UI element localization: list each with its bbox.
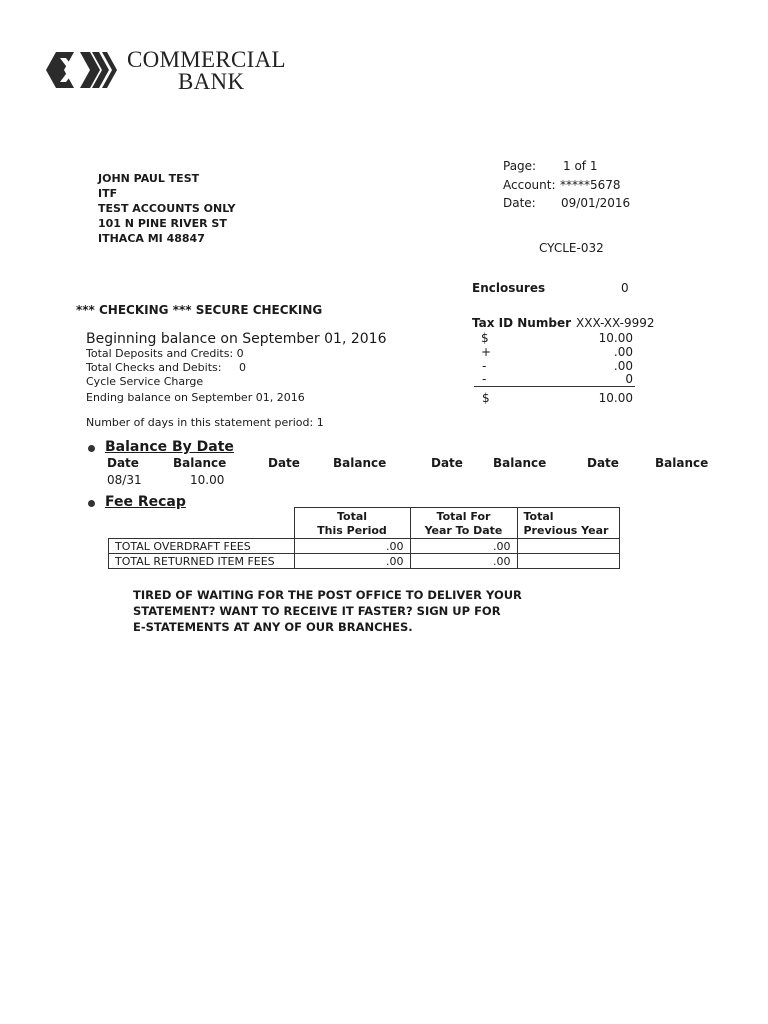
bbd-row-date: 08/31 <box>107 473 142 487</box>
page-value: 1 of 1 <box>563 159 598 173</box>
bullet-icon <box>88 445 95 452</box>
fee-row-prev <box>517 539 619 554</box>
address-line: JOHN PAUL TEST <box>98 172 200 185</box>
enclosures-label: Enclosures <box>472 281 546 295</box>
customer-address <box>98 171 236 246</box>
deposits-sign: + <box>481 345 492 359</box>
cycle-code: CYCLE-032 <box>539 241 604 255</box>
fee-row-label: TOTAL RETURNED ITEM FEES <box>109 554 295 569</box>
bullet-icon <box>88 500 95 507</box>
bank-logo <box>44 50 118 94</box>
fee-row-period: .00 <box>294 554 410 569</box>
message-line: E-STATEMENTS AT ANY OF OUR BRANCHES. <box>133 620 413 634</box>
ending-balance-sign: $ <box>482 391 490 405</box>
fee-header-previous-year: Total Previous Year <box>517 508 619 539</box>
checks-label: Total Checks and Debits: 0 <box>86 361 246 374</box>
fee-row-label: TOTAL OVERDRAFT FEES <box>109 539 295 554</box>
bank-name-line1: COMMERCIAL <box>127 47 286 72</box>
checks-value: .00 <box>613 359 633 373</box>
account-value: *****5678 <box>560 178 621 192</box>
fee-header-year-to-date: Total For Year To Date <box>410 508 517 539</box>
address-line: 101 N PINE RIVER ST <box>98 217 227 230</box>
fee-row-ytd: .00 <box>410 554 517 569</box>
address-line: TEST ACCOUNTS ONLY <box>98 202 236 215</box>
table-row <box>109 508 620 539</box>
bbd-header-balance: Balance <box>493 456 547 470</box>
ending-balance-label: Ending balance on September 01, 2016 <box>86 391 305 404</box>
message-line: STATEMENT? WANT TO RECEIVE IT FASTER? SIGN UP FOR <box>133 604 501 618</box>
address-line: ITF <box>98 187 118 200</box>
date-value: 09/01/2016 <box>561 196 631 210</box>
page-label: Page: <box>503 159 537 173</box>
enclosures-value: 0 <box>621 281 629 295</box>
table-row <box>109 554 620 569</box>
ending-balance-value: 10.00 <box>598 391 633 405</box>
address-line: ITHACA MI 48847 <box>98 232 205 245</box>
deposits-value: .00 <box>613 345 633 359</box>
service-charge-sign: - <box>482 372 487 386</box>
service-charge-value: 0 <box>625 372 633 386</box>
checks-sign: - <box>482 359 487 373</box>
bbd-header-balance: Balance <box>655 456 709 470</box>
bbd-header-date: Date <box>107 456 139 470</box>
estatement-message <box>133 587 522 635</box>
bank-logo-mark-icon <box>44 50 118 90</box>
fee-row-prev <box>517 554 619 569</box>
table-row <box>109 539 620 554</box>
bbd-header-balance: Balance <box>173 456 227 470</box>
bbd-header-date: Date <box>431 456 463 470</box>
deposits-label: Total Deposits and Credits: 0 <box>86 347 244 360</box>
bank-name-line2: BANK <box>178 69 245 94</box>
beginning-balance-sign: $ <box>481 331 489 345</box>
beginning-balance-value: 10.00 <box>598 331 633 345</box>
service-charge-label: Cycle Service Charge <box>86 375 204 388</box>
taxid-value: XXX-XX-9992 <box>576 316 655 330</box>
fee-row-period: .00 <box>294 539 410 554</box>
taxid-label: Tax ID Number <box>472 316 571 330</box>
fee-recap-title: Fee Recap <box>105 494 186 510</box>
fee-recap-table <box>108 507 620 569</box>
statement-days: Number of days in this statement period: 1 <box>86 416 324 429</box>
account-label: Account: <box>503 178 556 192</box>
balance-by-date-title: Balance By Date <box>105 439 234 455</box>
date-label: Date: <box>503 196 536 210</box>
beginning-balance-label: Beginning balance on September 01, 2016 <box>86 331 387 347</box>
bbd-header-date: Date <box>587 456 619 470</box>
bbd-header-date: Date <box>268 456 300 470</box>
bbd-header-balance: Balance <box>333 456 387 470</box>
fee-header-this-period: Total This Period <box>294 508 410 539</box>
summary-total-rule <box>474 386 635 387</box>
account-type-heading: *** CHECKING *** SECURE CHECKING <box>76 303 323 317</box>
fee-row-ytd: .00 <box>410 539 517 554</box>
message-line: TIRED OF WAITING FOR THE POST OFFICE TO DELIVER YOUR <box>133 588 522 602</box>
bbd-row-balance: 10.00 <box>190 473 225 487</box>
